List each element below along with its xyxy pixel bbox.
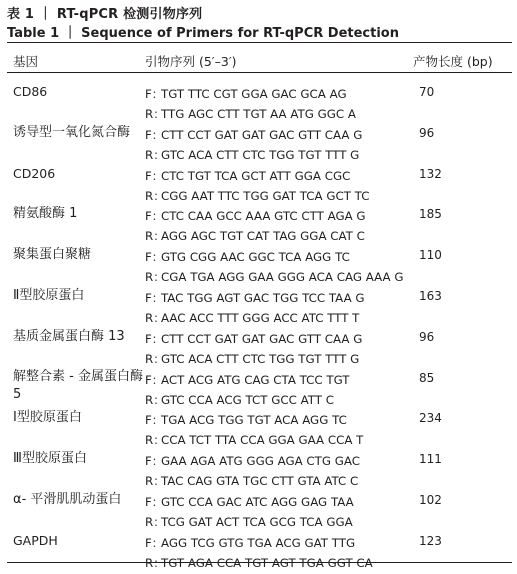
reverse-label: R： [145,147,165,162]
gene-name: CD86 [13,84,48,99]
forward-sequence: TGA ACG TGG TGT ACA AGG TC [161,413,347,428]
reverse-label: R： [145,474,165,489]
gene-name: Ⅰ型胶原蛋白 [13,410,82,426]
forward-sequence: ACT ACG ATG CAG CTA TCC TGT [161,372,350,387]
table-row [0,358,517,407]
reverse-sequence: GTC ACA CTT CTC TGG TGT TTT G [161,351,360,366]
forward-primer [145,452,360,469]
reverse-label: R： [145,229,165,244]
gene-name: CD206 [13,165,56,181]
reverse-label: R： [145,351,165,366]
table-row [0,521,517,570]
table-row [0,235,517,285]
product-length: 70 [419,85,435,99]
forward-primer [145,85,347,102]
reverse-sequence: CGA TGA AGG GAA GGG ACA CAG AAA G [161,270,404,285]
table-row [0,72,517,121]
forward-label: F： [145,291,164,305]
table-row [0,194,517,244]
gene-name: 诱导型一氧化氮合酶 [13,124,131,140]
gene-name: α- 平滑肌肌动蛋白 [13,492,122,507]
table-row [0,439,517,489]
header-length: 产物长度 (bp) [413,54,493,69]
table-top-rule [7,42,512,43]
table-row [0,398,517,448]
forward-label: F： [145,413,164,428]
table-row [0,276,517,325]
gene-name: 基质金属蛋白酶 13 [13,328,125,344]
forward-primer [145,126,362,143]
forward-sequence: CTT CCT GAT GAT GAC GTT CAA G [161,127,363,142]
reverse-label: R： [145,311,165,325]
forward-label: F： [145,209,164,224]
reverse-sequence: TTG AGC CTT TGT AA ATG GGC A [161,107,356,121]
gene-name: Ⅱ型胶原蛋白 [13,288,85,303]
reverse-label: R： [145,392,165,407]
product-length: 110 [419,248,442,263]
forward-label: F： [145,372,164,387]
reverse-sequence: AAC ACC TTT GGG ACC ATC TTT T [161,311,360,325]
product-length: 102 [419,493,442,507]
table-row [0,154,517,203]
reverse-label: R： [145,515,165,529]
forward-sequence: GAA AGA ATG GGG AGA CTG GAC [161,454,361,469]
forward-primer [145,167,350,184]
forward-sequence: GTG CGG AAC GGC TCA AGG TC [161,250,350,265]
reverse-sequence: GTC CCA ACG TCT GCC ATT C [161,392,334,407]
table-row [0,317,517,366]
reverse-sequence: TGT AGA CCA TGT AGT TGA GGT CA [161,555,373,570]
forward-sequence: TGT TTC CGT GGA GAC GCA AG [161,87,347,101]
forward-sequence: TAC TGG AGT GAC TGG TCC TAA G [161,291,365,305]
forward-label: F： [145,87,164,101]
forward-primer [145,493,354,510]
product-length: 234 [419,411,442,426]
table-caption-chinese: 表 1 ｜ RT-qPCR 检测引物序列 [7,7,203,22]
forward-label: F： [145,331,164,346]
forward-primer [145,330,362,347]
product-length: 163 [419,289,442,303]
reverse-label: R： [145,555,165,570]
table-row [0,113,517,162]
reverse-sequence: CGG AAT TTC TGG GAT TCA GCT TC [161,188,370,203]
gene-name: Ⅲ型胶原蛋白 [13,451,87,467]
forward-sequence: CTC CAA GCC AAA GTC CTT AGA G [161,209,366,224]
reverse-label: R： [145,107,165,121]
forward-label: F： [145,168,164,183]
product-length: 185 [419,207,442,222]
reverse-sequence: CCA TCT TTA CCA GGA GAA CCA T [161,433,364,448]
product-length: 85 [419,370,435,385]
forward-label: F： [145,535,164,550]
forward-sequence: AGG TCG GTG TGA ACG GAT TTG [161,535,356,550]
forward-sequence: CTT CCT GAT GAT GAC GTT CAA G [161,331,363,346]
reverse-label: R： [145,270,165,285]
forward-primer [145,411,347,428]
forward-primer [145,371,350,388]
forward-sequence: GTC CCA GAC ATC AGG GAG TAA [161,495,354,509]
gene-name: 聚集蛋白聚糖 [13,247,92,263]
gene-name: GAPDH [13,532,58,548]
header-sequence: 引物序列 (5′–3′) [145,54,237,69]
forward-label: F： [145,454,164,469]
reverse-sequence: TAC CAG GTA TGC CTT GTA ATC C [161,474,359,489]
product-length: 96 [419,329,435,344]
table-bottom-rule [7,562,512,563]
table-caption-english: Table 1 ｜ Sequence of Primers for RT-qPCR Detection [7,26,399,41]
product-length: 111 [419,452,442,467]
gene-name: 精氨酸酶 1 [13,206,78,222]
table-row [0,480,517,529]
forward-primer [145,289,365,306]
reverse-label: R： [145,433,165,448]
gene-name: 解整合素 - 金属蛋白酶 5 [13,368,143,402]
reverse-label: R： [145,188,165,203]
forward-primer [145,248,350,265]
product-length: 132 [419,166,442,181]
product-length: 123 [419,533,442,548]
header-gene: 基因 [13,54,39,69]
forward-label: F： [145,127,164,142]
forward-label: F： [145,250,164,265]
forward-primer [145,207,366,224]
forward-sequence: CTC TGT TCA GCT ATT GGA CGC [161,168,351,183]
reverse-sequence: GTC ACA CTT CTC TGG TGT TTT G [161,147,360,162]
product-length: 96 [419,125,435,140]
reverse-sequence: TCG GAT ACT TCA GCG TCA GGA [161,515,353,529]
reverse-sequence: AGG AGC TGT CAT TAG GGA CAT C [161,229,365,244]
forward-primer [145,534,355,551]
forward-label: F： [145,495,164,509]
